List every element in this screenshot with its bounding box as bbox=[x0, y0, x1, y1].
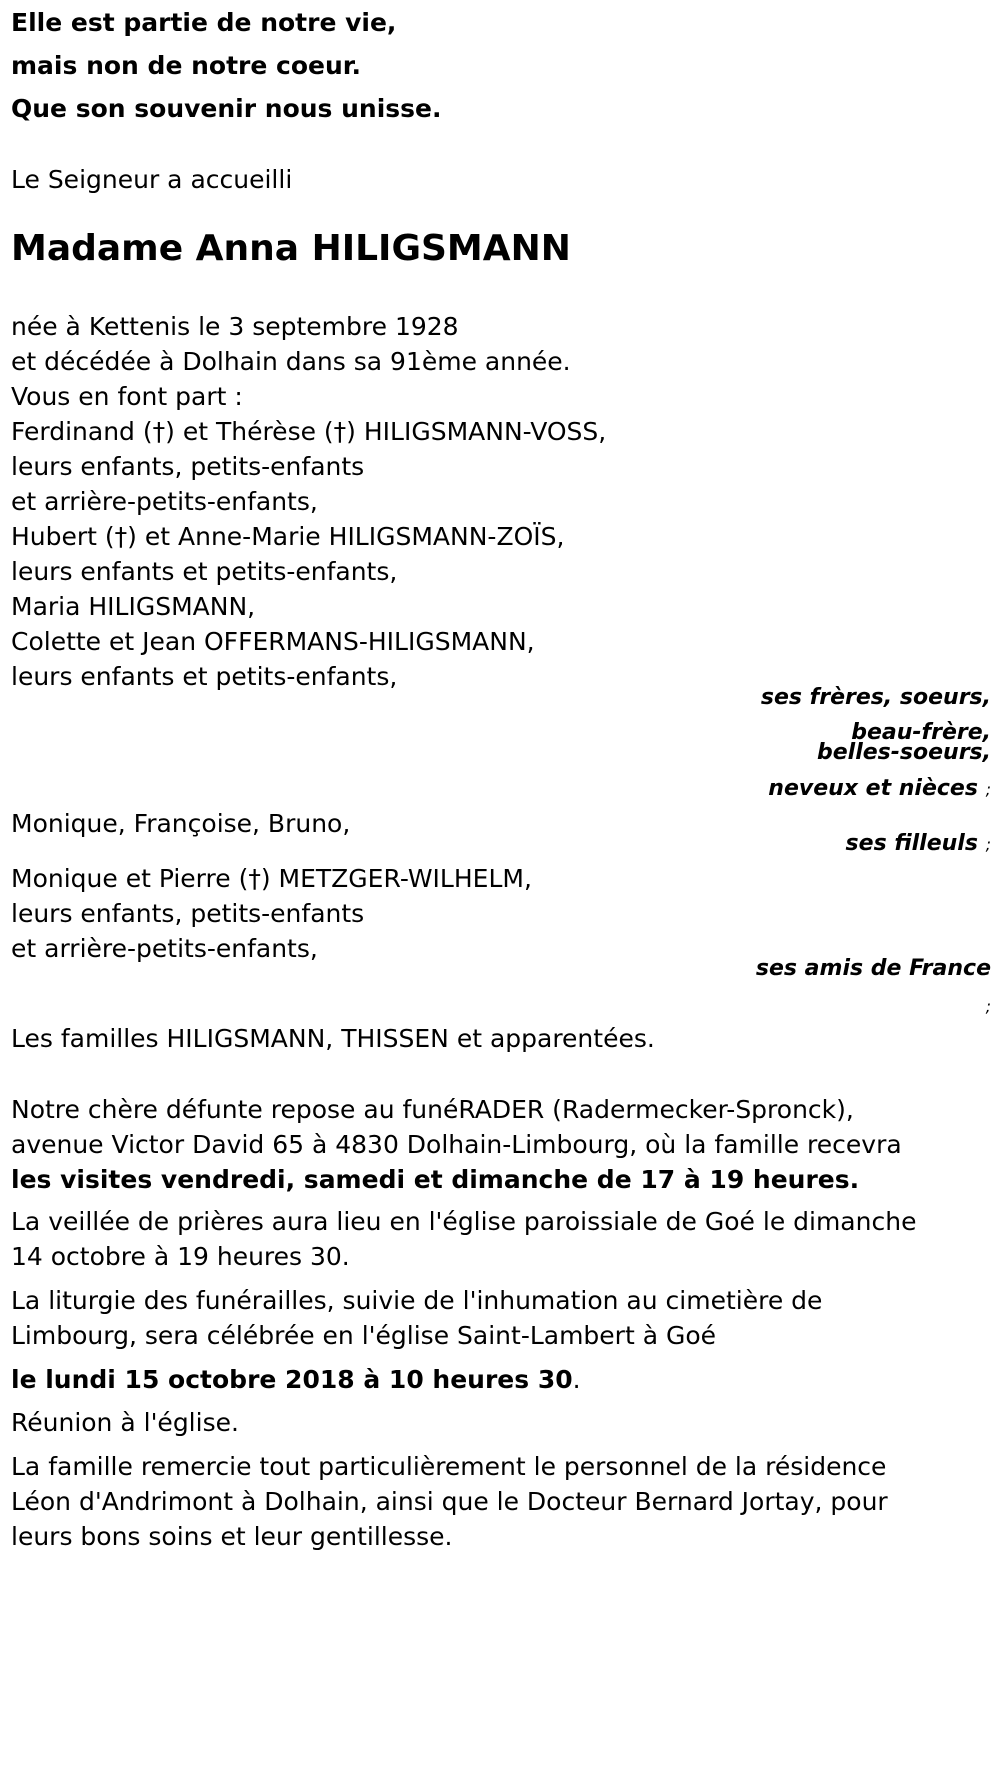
relation-godchildren-label: ses filleuls bbox=[845, 831, 978, 856]
family-line: leurs enfants et petits-enfants, bbox=[11, 557, 398, 586]
meeting-line: Réunion à l'église. bbox=[11, 1408, 239, 1437]
relation-godchildren bbox=[846, 831, 991, 858]
relation-nephews-end: ; bbox=[985, 780, 991, 799]
deceased-name: Madame Anna HILIGSMANN bbox=[11, 228, 571, 269]
intro-text: Le Seigneur a accueilli bbox=[11, 165, 293, 194]
funeral-date: le lundi 15 octobre 2018 à 10 heures 30 bbox=[11, 1365, 573, 1394]
epitaph-line-2: mais non de notre coeur. bbox=[11, 51, 362, 80]
relation-nephews-label: neveux et nièces bbox=[768, 776, 978, 801]
death-line: et décédée à Dolhain dans sa 91ème année. bbox=[11, 347, 571, 376]
relation-nephews bbox=[768, 776, 991, 803]
vigil-line-2: 14 octobre à 19 heures 30. bbox=[11, 1242, 350, 1271]
relation-friends-end: ; bbox=[985, 997, 991, 1016]
relation-sisters-in-law: belles-soeurs, bbox=[817, 740, 991, 765]
rest-line-1: Notre chère défunte repose au funéRADER (Radermecker-Spronck), bbox=[11, 1095, 854, 1124]
family-line: leurs enfants, petits-enfants bbox=[11, 452, 365, 481]
family-line: leurs enfants, petits-enfants bbox=[11, 899, 365, 928]
thanks-line-3: leurs bons soins et leur gentillesse. bbox=[11, 1522, 453, 1551]
funeral-date-line bbox=[11, 1365, 581, 1395]
godchildren-line: Monique, Françoise, Bruno, bbox=[11, 809, 351, 838]
epitaph-line-3: Que son souvenir nous unisse. bbox=[11, 94, 442, 123]
family-line: Ferdinand (†) et Thérèse (†) HILIGSMANN-VOSS, bbox=[11, 417, 607, 446]
relation-siblings: ses frères, soeurs, bbox=[760, 685, 991, 710]
family-line: Hubert (†) et Anne-Marie HILIGSMANN-ZOÏS, bbox=[11, 522, 565, 551]
thanks-line-1: La famille remercie tout particulièrement le personnel de la résidence bbox=[11, 1452, 887, 1481]
epitaph-line-1: Elle est partie de notre vie, bbox=[11, 8, 397, 37]
family-line: Colette et Jean OFFERMANS-HILIGSMANN, bbox=[11, 627, 535, 656]
funeral-date-end: . bbox=[572, 1365, 581, 1394]
family-line: Maria HILIGSMANN, bbox=[11, 592, 256, 621]
birth-line: née à Kettenis le 3 septembre 1928 bbox=[11, 312, 459, 341]
family-line: Monique et Pierre (†) METZGER-WILHELM, bbox=[11, 864, 532, 893]
relation-godchildren-end: ; bbox=[985, 835, 991, 854]
relation-friends: ses amis de France bbox=[755, 956, 991, 981]
relation-brother-in-law: beau-frère, bbox=[851, 720, 991, 745]
family-line: et arrière-petits-enfants, bbox=[11, 934, 318, 963]
family-line: et arrière-petits-enfants, bbox=[11, 487, 318, 516]
visits-line: les visites vendredi, samedi et dimanche de 17 à 19 heures. bbox=[11, 1165, 860, 1194]
family-line: leurs enfants et petits-enfants, bbox=[11, 662, 398, 691]
liturgy-line-1: La liturgie des funérailles, suivie de l'inhumation au cimetière de bbox=[11, 1286, 823, 1315]
families-line: Les familles HILIGSMANN, THISSEN et apparentées. bbox=[11, 1024, 655, 1053]
announce-line: Vous en font part : bbox=[11, 382, 243, 411]
liturgy-line-2: Limbourg, sera célébrée en l'église Saint-Lambert à Goé bbox=[11, 1321, 717, 1350]
rest-line-2: avenue Victor David 65 à 4830 Dolhain-Limbourg, où la famille recevra bbox=[11, 1130, 902, 1159]
thanks-line-2: Léon d'Andrimont à Dolhain, ainsi que le Docteur Bernard Jortay, pour bbox=[11, 1487, 888, 1516]
vigil-line-1: La veillée de prières aura lieu en l'église paroissiale de Goé le dimanche bbox=[11, 1207, 917, 1236]
